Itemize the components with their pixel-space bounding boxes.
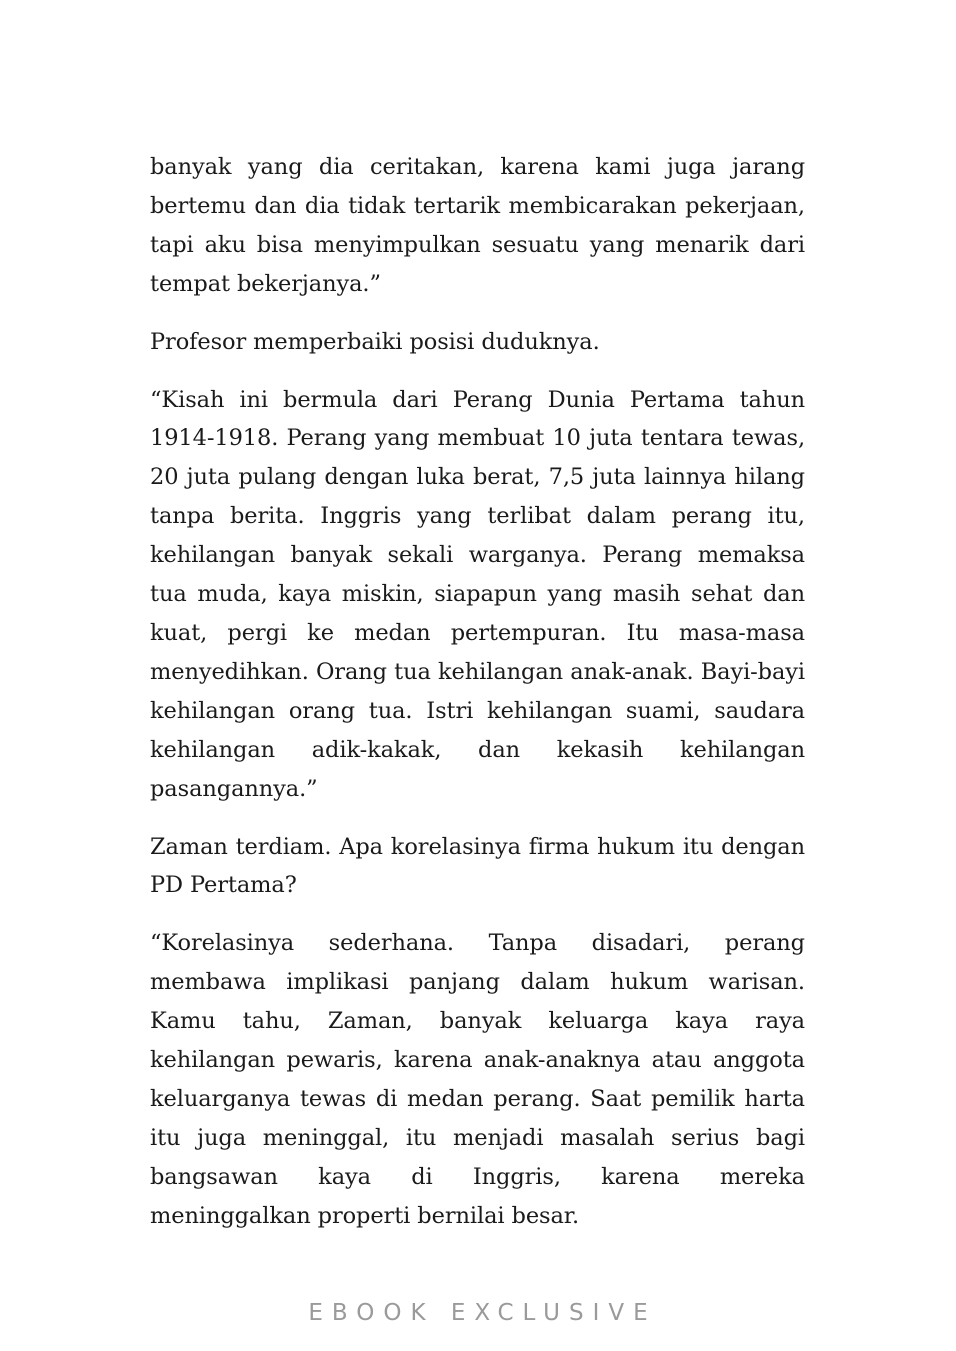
paragraph-1: banyak yang dia ceritakan, karena kami juga jarang bertemu dan dia tidak tertarik membicarakan pekerjaan, tapi aku bisa menyimpulkan sesuatu yang menarik dari tempat bekerjanya.” <box>150 154 805 297</box>
body-text <box>150 148 805 1255</box>
paragraph-3: “Kisah ini bermula dari Perang Dunia Pertama tahun 1914-1918. Perang yang membuat 10 juta tentara tewas, 20 juta pulang dengan luka berat, 7,5 juta lainnya hilang tanpa berita. Inggris yang terlibat dalam perang itu, kehilangan banyak sekali warganya. Perang memaksa tua muda, kaya miskin, siapapun yang masih sehat dan kuat, pergi ke medan pertempuran. Itu masa-masa menyedihkan. Orang tua kehilangan anak-anak. Bayi-bayi kehilangan orang tua. Istri kehilangan suami, saudara kehilangan adik-kakak, dan kekasih kehilangan pasangannya.” <box>150 386 805 802</box>
footer-watermark: EBOOK EXCLUSIVE <box>308 1300 657 1326</box>
paragraph-2: Profesor memperbaiki posisi duduknya. <box>150 328 600 355</box>
paragraph-5: “Korelasinya sederhana. Tanpa disadari, perang membawa implikasi panjang dalam hukum warisan. Kamu tahu, Zaman, banyak keluarga kaya raya kehilangan pewaris, karena anak-anaknya atau anggota keluarganya tewas di medan perang. Saat pemilik harta itu juga meninggal, itu menjadi masalah serius bagi bangsawan kaya di Inggris, karena mereka meninggalkan properti bernilai besar. <box>150 930 805 1229</box>
paragraph-4: Zaman terdiam. Apa korelasinya firma hukum itu dengan PD Pertama? <box>150 833 805 899</box>
